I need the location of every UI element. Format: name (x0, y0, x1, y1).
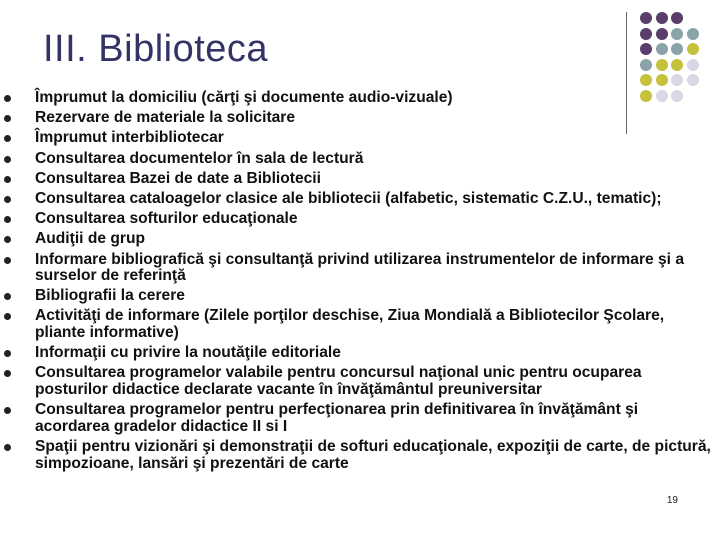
decorative-dot (656, 74, 668, 86)
list-item-text: Rezervare de materiale la solicitare (35, 109, 296, 127)
decorative-dot (640, 43, 652, 55)
bullet-icon (4, 236, 11, 243)
list-item (0, 402, 720, 435)
list-item-text: Consultarea softurilor educaţionale (35, 210, 298, 228)
list-item-text: Consultarea cataloagelor clasice ale bibliotecii (alfabetic, sistematic C.Z.U., tematic); (35, 189, 662, 207)
decorative-dot (671, 28, 683, 40)
bullet-icon (4, 293, 11, 300)
list-item-text: Spaţii pentru vizionări şi demonstraţii de softuri educaţionale, expoziţii de carte, de pictură, simpozioane, lansări şi prezentări de carte (35, 438, 711, 472)
list-item-text: Informare bibliografică şi consultanţă privind utilizarea instrumentelor de informare şi a surselor de referinţă (35, 250, 685, 285)
bullet-icon (4, 135, 11, 142)
list-item-text: Consultarea programelor pentru perfecţionarea prin definitivarea în învăţământ şi acordarea gradelor didactice II si I (35, 401, 639, 435)
list-item (0, 308, 720, 341)
bullet-icon (4, 176, 11, 183)
decorative-dot (687, 43, 699, 55)
list-item-text: Consultarea documentelor în sala de lectură (35, 149, 364, 167)
bullet-icon (4, 115, 11, 122)
decorative-dot (656, 28, 668, 40)
list-item-text: Împrumut la domiciliu (cărţi şi documente audio-vizuale) (35, 89, 453, 106)
list-item (0, 191, 720, 208)
decorative-dot (656, 12, 668, 24)
slide-title: III. Biblioteca (43, 28, 269, 70)
services-list (0, 90, 720, 476)
list-item-text: Informaţii cu privire la noutăţile editoriale (35, 344, 341, 362)
decorative-dot (640, 59, 652, 71)
bullet-icon (4, 156, 11, 163)
decorative-dot (640, 74, 652, 86)
list-item-text: Consultarea Bazei de date a Bibliotecii (35, 169, 321, 187)
list-item (0, 151, 720, 168)
list-item (0, 130, 720, 147)
bullet-icon (4, 407, 11, 414)
list-item-text: Bibliografii la cerere (35, 287, 185, 305)
bullet-icon (4, 370, 11, 377)
decorative-dot (671, 43, 683, 55)
bullet-icon (4, 216, 11, 223)
list-item-text: Audiţii de grup (35, 230, 146, 248)
list-item (0, 365, 720, 398)
decorative-dot (656, 59, 668, 71)
bullet-icon (4, 444, 11, 451)
list-item (0, 345, 720, 362)
list-item-text: Activităţi de informare (Zilele porţilor deschise, Ziua Mondială a Bibliotecilor Şcolare, pliante informative) (35, 307, 665, 342)
decorative-dot (687, 28, 699, 40)
decorative-dot (671, 59, 683, 71)
bullet-icon (4, 350, 11, 357)
list-item (0, 110, 720, 127)
list-item (0, 231, 720, 248)
decorative-dot (640, 28, 652, 40)
decorative-dot (640, 12, 652, 24)
decorative-dot (671, 12, 683, 24)
list-item (0, 211, 720, 228)
list-item (0, 439, 720, 472)
bullet-icon (4, 257, 11, 264)
decorative-dot (671, 74, 683, 86)
list-item (0, 90, 720, 107)
decorative-dot (687, 74, 699, 86)
decorative-dot (687, 59, 699, 71)
list-item (0, 171, 720, 188)
list-item-text: Împrumut interbibliotecar (35, 129, 224, 147)
bullet-icon (4, 313, 11, 320)
decorative-dot (656, 43, 668, 55)
bullet-icon (4, 95, 11, 102)
list-item (0, 288, 720, 305)
list-item-text: Consultarea programelor valabile pentru concursul naţional unic pentru ocuparea posturilor didactice declarate vacante în învăţământul preuniversitar (35, 364, 642, 399)
list-item (0, 252, 720, 285)
page-number: 19 (666, 495, 678, 506)
bullet-icon (4, 196, 11, 203)
